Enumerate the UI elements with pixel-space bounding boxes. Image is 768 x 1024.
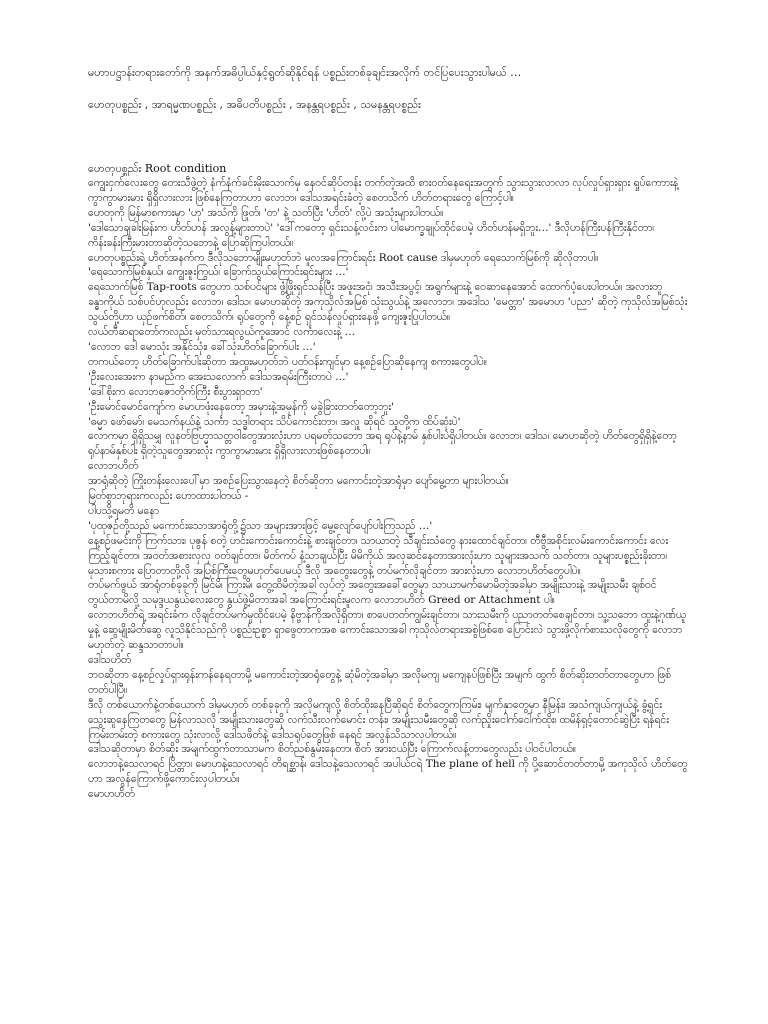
paragraph: လောကမှာ ရှိရှိသမျှ လူနတ်ဗြဟ္မာသတ္တဝါတွေအားလုံးဟာ ပရမတ်သဘော အရ ရုပ်နဲ့နာမ် နှစ်ပါးပဲရှိပါတယ်။ လောဘ၊ ဒေါသ၊ မောဟဆိုတဲ့ ဟိတ်တွေရှိရှိနဲ့တော့ ရုပ်နာမ်နှစ်ပါး ရှိတဲ့သူတွေအားလုံး ကွာကွာမားမား ရှိရှိလားလားဖြစ်နေတာပါ။ — [88, 430, 677, 458]
paragraph: ရေသောက်မြစ် Tap-roots တွေဟာ သစ်ပင်များ ဖွံ့ဖြိုးရှင်သန်ပြီး အဖူးအငုံ၊ အသီးအပွင့်၊ အရွက်များနဲ့ ဝေဆာနေအောင် ထောက်ပံ့ပေးပါတယ်။ အလားတူ ခန္ဓာကိုယ် သစ်ပင်ဟုလည်း လောဘ၊ ဒေါသ၊ မောဟဆိုတဲ့ အကုသိုလ်အမြစ် သုံးသွယ်နဲ့ အလောဘ၊ အဒေါသ 'မေတ္တာ' အမောဟ 'ပညာ' ဆိုတဲ့ ကုသိုလ်အမြစ်သုံးသွယ်တို့ဟာ ယှဉ်ဖက်စိတ်၊ စေတသိက်၊ ရုပ်တွေကို နေ့စဉ် ရှင်သန်လှုပ်ရှားနေဖို့ ကျေးဇူးပြုပါတယ်။ — [88, 281, 688, 324]
quote-pali: ပါပသို့ရမတိ မနော — [88, 504, 159, 517]
paragraph: ဒီလို တစ်ယောက်နဲ့တစ်ယောက် ဒါမှမဟုတ် တစ်ခုခုကို အလိုမကျလို့ စိတ်ထိုးနေပြီဆိုရင် စိတ်တွေကကြမ်း၊ မျက်နှာတွေမှာ နီမြန်း၊ အသံကျယ်ကျယ်နဲ့ ခွံ့ရှင်းသွေးဆူနေကြတတွေ မြန်လာသလို အမျိုးသားတွေဆို လက်သီးလက်မောင်း တန်း၊ အမျိုးသမီးတွေဆို လက်ညှိုးငေါက်ငေါက်ထိုး၊ ထမိန်ရှင့်တောင်ဆွဲပြီး ရန်ရင်းကြမ်းတမ်းတဲ့ စကားတွေ သုံးလာလို့ ဒေါသဖိတ်နဲ့ ဒေါသရုပ်တွေဖြစ် နေရင် အလွန်သိသာလှပါတယ်။ — [88, 698, 669, 741]
paragraph: 'ဒေါ်စိုးက လောဘဇောတိုက်ကြီး စီးပွားရှာတာ' — [88, 385, 263, 398]
paragraph: 'ဓမ္မာ ဖော်မော်၊ မေသက်နယ်နဲ့ သင်္ကာ သဒ္ဓါတရား သိပ်ကောင်းတာ၊ အလှူ ဆိုရင် သူတို့က ထိပ်ဆုံးပဲ' — [88, 415, 461, 428]
paragraph: 'ဦးမောင်မောင်ကျော်က မောဟဖုံးနေတော့ အမှားနဲ့အမှန်ကို မခွဲခြားတတ်တော့ဘူး' — [88, 400, 394, 413]
paragraph: နေ့စဉ်ဖမင်းကို ကြက်သား၊ ပုဇွန် စတဲ့ ဟင်းကောင်းကောင်းနဲ့ စားချင်တာ၊ သာယာတဲ့ သီချင်းသံတွေ နားထောင်ချင်တာ၊ တီဗွီအစိုင်းလမ်းကောင်းကောင်း လေးကြည့်ချင်တာ၊ အဝတ်အစားလှလှ ဝတ်ချင်တာ၊ မိတ်ကပ် နံ့သာချယ်ပြီး မိမိကိုယ် အလှဆင်နေတာအားလုံးဟာ သူများအသက် သတ်တာ၊ သူများပစ္စည်းခိုးတာ၊ မုသားစကား ပြောတာတို့လို အပြစ်ကြီးတွေမဟုတ်ပေမယ့် ဒီလို အတွေးတွေနဲ့ တပ်မက်လိုချင်တာ အားလုံးဟာ လောဘဟိတ်တွေပါပဲ။ — [88, 534, 669, 577]
paragraph: 'လောဘ ဒေါ မောသုံး အနိုင်သုံး၊ ခေါ်သုံးဟိတ်ခြောက်ပါး …' — [88, 340, 316, 353]
paragraph: တပ်မက်ဖွယ် အာရုံတစ်ခုခုကို မြင်မိ၊ ကြားမိ၊ တွေ့ထိမိတဲ့အခါ လုပ်တဲ့ အတွေးအခေါ်တွေမှာ သာယာမက်မောမိတဲ့အခါမှာ အမျိုးသားနဲ့ အမျိုးသမီး ချစ်ဝင် တွယ်တာမိလို့ သမုဒ္ဒယနွယ်လေးတွေ နွယ်ဖွဲ့မိတာအခါ အကြောင်းရင်းမူလက လောဘဟိတ် Greed or Attachment ပါ။ — [88, 579, 657, 607]
intro-paragraph: မဟာပဋ္ဌာန်းတရားတော်ကို အနက်အဓိပ္ပါယ်နှင့်ရွတ်ဆိုနိုင်ရန် ပစ္စည်းတစ်ခုချင်းအလိုက် တင်ပြပေးသွားပါမယ် … — [88, 66, 522, 79]
paragraph: 'ပုထုဇဉ်တို့သည် မကောင်းသောအာရုံတို့၌သာ အများအားဖြင့် မွေ့လျော်ပျော်ပါးကြသည် …' — [88, 519, 433, 532]
paragraph: အာရုံဆိုတဲ့ ကြိုးတန်းလေးပေါ်မှာ အစဉ်ပြေးသွားနေတဲ့ စိတ်ဆိုတာ မကောင်းတဲ့အာရုံမှာ ပျော်မွေ့တာ များပါတယ်။ — [88, 475, 509, 488]
subheading-greed-root: လောဘဟိတ် — [88, 460, 139, 473]
paragraph: မြတ်စွာဘုရားကလည်း ဟောထားပါတယ် - — [88, 490, 249, 503]
paragraph: 'ရေသောက်မြစ်နှယ်၊ ကျွေးဇူးကြွယ်၊ ခြောက်သွယ်ကြောင်းရင်းများ …' — [88, 266, 349, 279]
subheading-hatred-root: ဒေါသဟိတ် — [88, 654, 132, 666]
paragraph: လယ်တီဆရာတော်ကလည်း မှတ်သားရလွယ်ကူအောင် လင်္ကာလေးနဲ့ … — [88, 326, 356, 339]
subheading-delusion-root: မောဟဟိတ် — [88, 788, 135, 801]
conditions-list: ဟေတုပစ္စည်း , အာရမ္မဏပစ္စည်း , အဓိပတိပစ္စည်း , အနန္တရပစ္စည်း , သမနန္တရပစ္စည်း — [88, 98, 421, 111]
document-body — [88, 176, 688, 1022]
paragraph: ဟေတုကို မြန်မာစကားမှာ 'ဟု' အသံကို ဖြုတ်၊ 'တ' နဲ့ သတ်ပြီး 'ဟိတ်' လို့ပဲ အသုံးများပါတယ်။ — [88, 206, 444, 219]
paragraph: လောဘဟိတ်ရဲ့ အရင်းခံက လိုချင်တပ်မက်မှုထိုင်ပေမဲ့ နိဗ္ဗာန်ကိုအလိုရှိတာ၊ စာပေတတ်ကျွမ်းချင်တာ၊ သားသမီးကို ပညာတတ်စေချင်တာ၊ သူ့သဘော ထူးနဲ့ဂုဏ်ယူမှုနဲ့ ဆွေမျိုးမိတ်ဆွေ လူသိနိုင်သည်ကို ပစ္စည်းဥစ္စာ ရှာဖွေတာကအစ ကောင်းသောအခါ ကုသိုလ်တရားအစွဲဖြစ်စေ ပြောင်းလဲ သွားဖို့လိုက်စားသလိုတွေကို လောဘမဟုတ်တဲ့ ဆန္ဒသာတာပါ။ — [88, 609, 687, 652]
section-heading: ဟေတုပစ္စည်း Root condition — [88, 162, 227, 175]
paragraph: ဟေတုပစ္စည်းရဲ့ ဟိတ်အနက်က ဒီလိုသဘောမျိုးမဟုတ်ဘဲ မူလအကြောင်းရင်း Root cause ဒါမှမဟုတ် ရေသောက်မြစ်ကို ဆိုလိုတာပါ။ — [88, 251, 599, 264]
paragraph: လောဘနဲ့သေလာရင် ပြိတ္တာ၊ မောဟနဲ့သေလာရင် တိရစ္ဆာန်၊ ဒေါသနဲ့သေလာရင် အပါယ်ငရဲ The plane of hell ကို ပို့ဆောင်တတ်တာမို့ အကုသိုလ် ဟိတ်တွေ ဟာ အလွန်ကြောက်ဖို့ကောင်းလှပါတယ်။ — [88, 758, 688, 786]
paragraph: ဒေါသဆိုတာမှာ စိတ်ဆိုး အမျက်ထွက်တာသာမက စိတ်ညစ်နွမ်းနေတာ၊ စိတ် အားငယ်ပြီး ကြောက်လန့်တာတွေလည်း ပါဝင်ပါတယ်။ — [88, 743, 576, 756]
paragraph: တကယ်တော့ ဟိတ်ခြောက်ပါးဆိုတာ အထူးမဟုတ်ဘဲ ပတ်ဝန်းကျင်မှာ နေ့စဉ်ပြောဆိုနေကျ စကားတွေပါပဲ။ — [88, 355, 487, 368]
paragraph: 'ဒေါသောချခါးမြန်းက ဟိတ်ဟန် အလွန့်များတာပဲ' 'ဒေါ်ကတော့ ရှင်းသန့်လင်းက ပါမောက္ခချုပ်ထိုင်ပေမဲ့ ဟိတ်ဟန်မရှိဘူး…' ဒီလိုဟန်ကြီးပန်ကြီးနိုင်တာ၊ ကိန်းခန်းကြီးမားတာဆိုတဲ့သဘောနဲ့ ပြောဆိုကြပါတယ်။ — [88, 221, 655, 249]
paragraph: ဘဝဆိုတာ နေ့စဉ်လှုပ်ရှားရုန်းကန်နေရတာမို့ မကောင်းတဲ့အာရုံတွေနဲ့ ဆုံမိတဲ့အခါမှာ အလိုမကျ မကျေနပ်ဖြစ်ပြီး အမျက် ထွက် စိတ်ဆိုးတတ်တာတွေဟာ ဖြစ်တတ်ပါပြီ။ — [88, 668, 672, 696]
paragraph: ကျွေးငှက်လေးတွေ တေးသီဖွဲ့တဲ့ နံက်နံက်ခင်းမိုးသောက်မှ နေဝင်ဆိုပ်တန်း တက်တဲ့အထိ စားဝတ်နေရေးအတွက် သွားသွားလာလာ လုပ်လှုပ်ရှားရှား ရှုပ်ကောားနဲ့ ကွာကွာမားမား ရှိရှိလားလား ဖြစ်နေကြတာဟာ လောဘ၊ ဒေါသအရင်းခံတဲ့ စေတသိက် ဟိတ်တရားတွေ ကြောင့်ပါ။ — [88, 177, 679, 204]
paragraph: 'ဦးလေးအေးက နာမည်က အေးသလောက် ဒေါသအရမ်းကြီးတာပဲ …' — [88, 370, 349, 383]
